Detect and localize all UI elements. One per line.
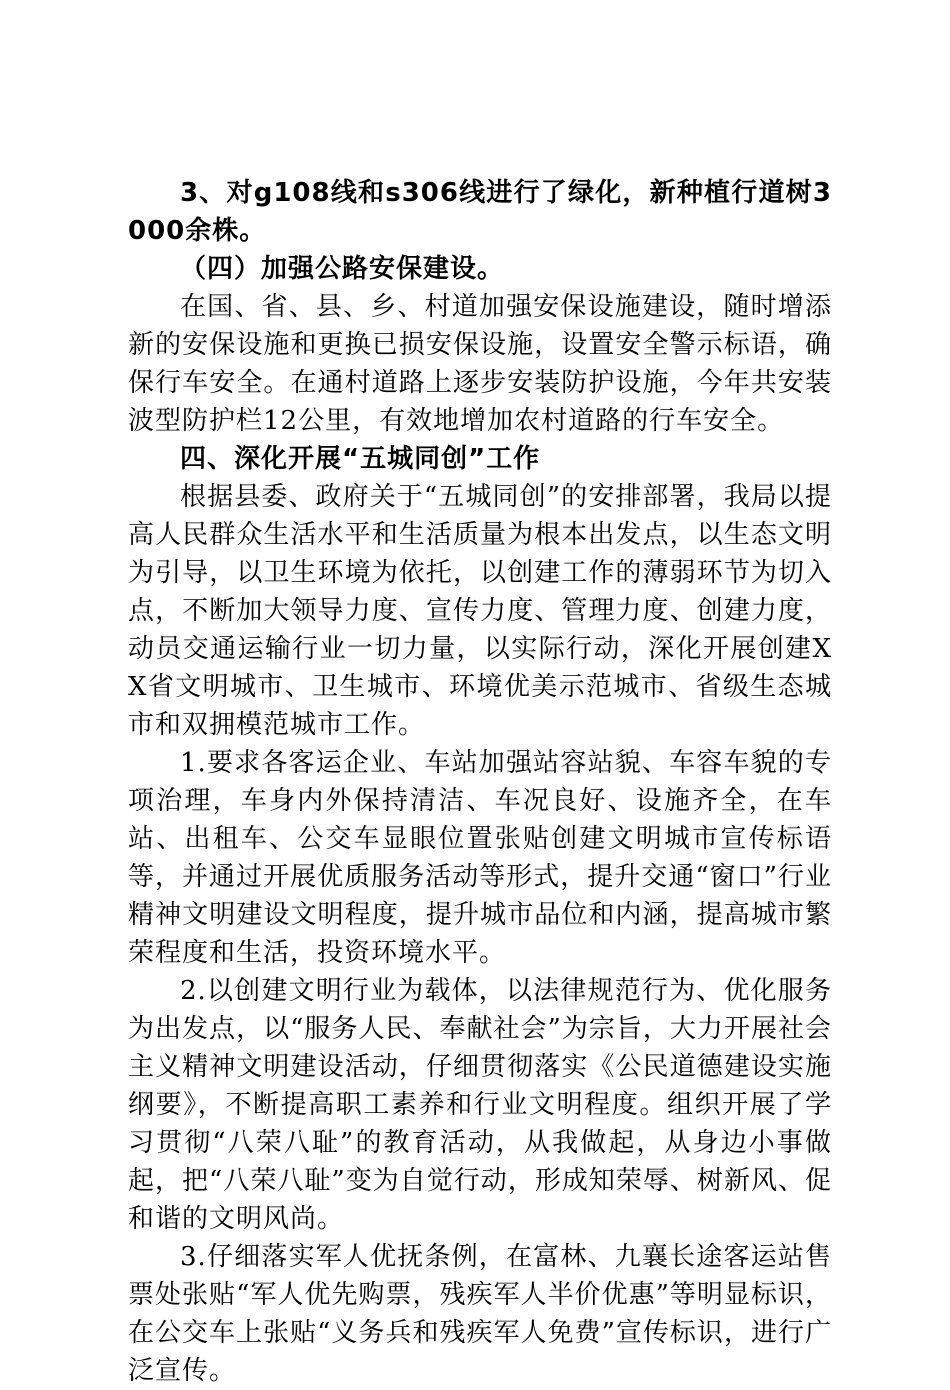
section-heading-road-safety: （四）加强公路安保建设。: [180, 254, 505, 284]
paragraph-five-cities-intro: 根据县委、政府关于“五城同创”的安排部署，我局以提高人民群众生活水平和生活质量为根本出发点，以生态文明为引导，以卫生环境为依托，以创建工作的薄弱环节为切入点，不断加大领导力度、宣传力度、管理力度、创建力度，动员交通运输行业一切力量，以实际行动，深化开展创建XX省文明城市、卫生城市、环境优美示范城市、省级生态城市和双拥模范城市工作。: [128, 482, 832, 740]
document-body: [128, 174, 832, 1390]
paragraph-greening: 3、对g108线和s306线进行了绿化，新种植行道树3000余株。: [128, 178, 832, 246]
paragraph-item-3: 3.仔细落实军人优抚条例，在富林、九襄长途客运站售票处张贴“军人优先购票，残疾军人半价优惠”等明显标识，在公交车上张贴“义务兵和残疾军人免费”宣传标识，进行广泛宣传。: [128, 1242, 832, 1386]
paragraph-item-1: 1.要求各客运企业、车站加强站容站貌、车容车貌的专项治理，车身内外保持清洁、车况良好、设施齐全，在车站、出租车、公交车显眼位置张贴创建文明城市宣传标语等，并通过开展优质服务活动等形式，提升交通“窗口”行业精神文明建设文明程度，提升城市品位和内涵，提高城市繁荣程度和生活，投资环境水平。: [128, 748, 832, 968]
paragraph-road-safety: 在国、省、县、乡、村道加强安保设施建设，随时增添新的安保设施和更换已损安保设施，设置安全警示标语，确保行车安全。在通村道路上逐步安装防护设施，今年共安装波型防护栏12公里，有效地增加农村道路的行车安全。: [128, 292, 832, 436]
section-heading-five-cities: 四、深化开展“五城同创”工作: [180, 444, 541, 474]
paragraph-item-2: 2.以创建文明行业为载体，以法律规范行为、优化服务为出发点，以“服务人民、奉献社会”为宗旨，大力开展社会主义精神文明建设活动，仔细贯彻落实《公民道德建设实施纲要》，不断提高职工素养和行业文明程度。组织开展了学习贯彻“八荣八耻”的教育活动，从我做起，从身边小事做起，把“八荣八耻”变为自觉行动，形成知荣辱、树新风、促和谐的文明风尚。: [128, 976, 832, 1234]
